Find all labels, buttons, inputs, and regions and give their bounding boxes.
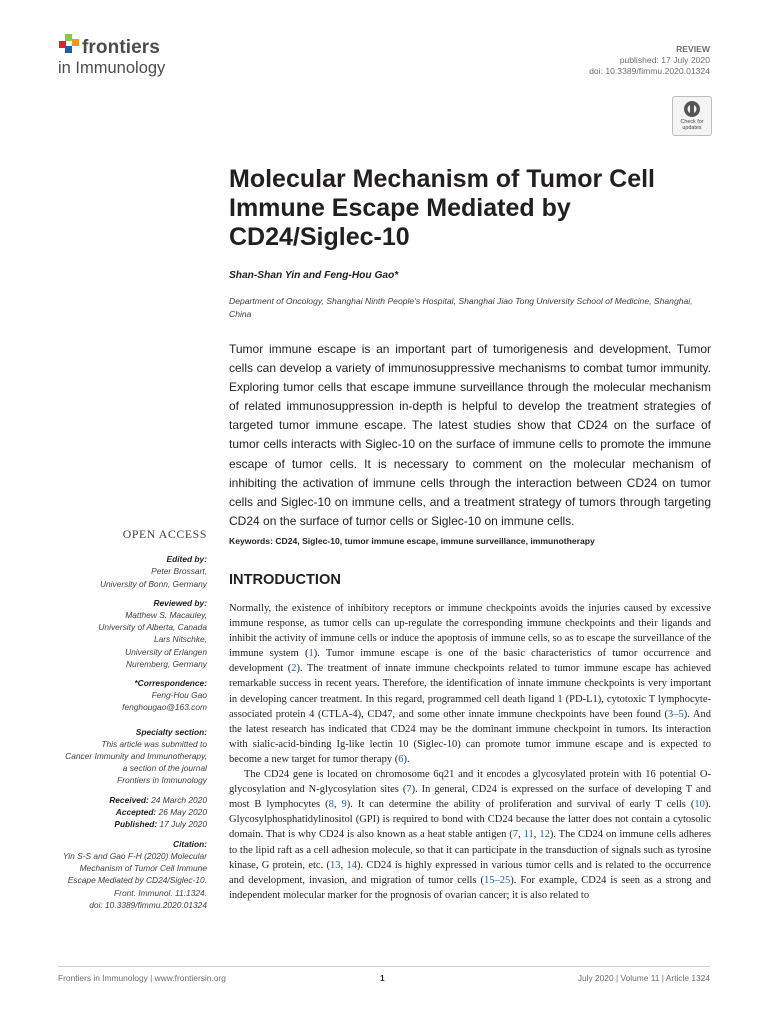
article-title: Molecular Mechanism of Tumor Cell Immune Escape Mediated by CD24/Siglec-10 xyxy=(229,165,656,251)
body-text-segment: ). Tumor immune escape is one of the basic characteristics of tumor occurrence and development ( xyxy=(229,648,711,675)
body-text-segment: ). The treatment of innate immune checkpoints related to tumor immune escape has achieved remarkable success in recent years. Therefore, the identification of innate immune checkpoints is very important in developing cancer treatment. In this regard, programmed cell death ligand 1 (PD-L1), cytotoxic T lymphocyte-associated protein 4 (CTLA-4), CD47, and some other innate immune checkpoints have been found ( xyxy=(229,663,712,720)
footer-divider xyxy=(58,966,710,967)
body-text-segment: ). CD24 is highly expressed in various tumor cells and is related to the occurrence and development, invasion, and migration of tumor cells ( xyxy=(229,859,712,886)
citation-line: Yin S-S and Gao F-H (2020) Molecular xyxy=(62,851,207,862)
body-paragraph xyxy=(229,601,711,767)
received-label: Received: xyxy=(109,794,149,805)
body-text-segment: , xyxy=(533,829,540,841)
open-access-label: OPEN ACCESS xyxy=(122,527,207,541)
body-text-segment: ). And the latest research has indicated that CD24 may be the dominant immune checkpoint in tumors. Its interaction with sialic-acid-binding Ig-like lectin 10 (Siglec-10) can promote tumor immune escape and is expected to become a new target for tumor therapy ( xyxy=(229,708,712,765)
reviewer-name[interactable]: Matthew S. Macauley, xyxy=(125,610,207,621)
body-text-segment: , xyxy=(518,829,524,841)
reference-link[interactable]: 2 xyxy=(291,663,297,675)
reviewer-affiliation: University of Erlangen xyxy=(125,646,207,657)
published-date: published: 17 July 2020 xyxy=(619,55,710,65)
keywords: Keywords: CD24, Siglec-10, tumor immune escape, immune surveillance, immunotherapy xyxy=(229,536,595,546)
footer-journal-url[interactable]: Frontiers in Immunology | www.frontiersin.org xyxy=(58,973,226,983)
body-text-segment: ). xyxy=(403,753,410,765)
body-text-segment: , xyxy=(333,799,342,811)
edited-by-label: Edited by: xyxy=(166,554,207,565)
body-text-segment: ). The CD24 on immune cells adheres to the lipid raft as a cell adhesion molecule, so that it can participate in the transduction of signals such as tyrosine kinase, G protein, etc. ( xyxy=(229,829,711,871)
reference-link[interactable]: 12 xyxy=(539,829,550,841)
logo-word-journal: in Immunology xyxy=(58,59,166,77)
reference-link[interactable]: 14 xyxy=(346,859,357,871)
body-text-segment: ). It can determine the ability of proliferation and survival of early T cells ( xyxy=(346,799,695,811)
article-type: REVIEW xyxy=(676,44,710,54)
frontiers-logo-icon xyxy=(58,34,82,58)
reference-link[interactable]: 9 xyxy=(341,799,347,811)
received-date: 24 March 2020 xyxy=(151,794,207,805)
article-doi[interactable]: doi: 10.3389/fimmu.2020.01324 xyxy=(589,66,710,76)
reference-link[interactable]: 8 xyxy=(328,799,334,811)
reviewer-name[interactable]: Lars Nitschke, xyxy=(153,634,207,645)
citation-doi[interactable]: doi: 10.3389/fimmu.2020.01324 xyxy=(89,899,207,910)
article-sidebar xyxy=(30,528,207,911)
citation-line: Escape Mediated by CD24/Siglec-10. xyxy=(67,875,207,886)
reviewed-by-label: Reviewed by: xyxy=(153,597,207,608)
specialty-line: Cancer Immunity and Immunotherapy, xyxy=(65,751,207,762)
body-text-segment: ). In general, CD24 is expressed on the surface of developing T and most B lymphocytes ( xyxy=(229,784,711,811)
correspondence-label: *Correspondence: xyxy=(134,678,207,689)
check-for-updates-button[interactable] xyxy=(672,96,712,136)
reference-link[interactable]: 7 xyxy=(406,784,412,796)
editor-name[interactable]: Peter Brossart, xyxy=(151,566,207,577)
specialty-line: Frontiers in Immunology xyxy=(117,775,207,786)
journal-logo[interactable] xyxy=(58,34,218,80)
citation-line: Front. Immunol. 11:1324. xyxy=(114,887,207,898)
reference-link[interactable]: 13 xyxy=(330,859,341,871)
citation-label: Citation: xyxy=(173,838,207,849)
reviewer-affiliation: University of Alberta, Canada xyxy=(98,622,207,633)
correspondence-name: Feng-Hou Gao xyxy=(151,690,207,701)
published-label: Published: xyxy=(114,819,158,830)
specialty-line: a section of the journal xyxy=(122,763,207,774)
abstract: Tumor immune escape is an important part of tumorigenesis and development. Tumor cells can develop a variety of immunosuppressive mechanisms to combat tumor immunity. Exploring tumor cells that escape immune surveillance through the molecular mechanism of related immunosuppression in-depth is helpful to develop the treatment strategies of targeted tumor immune escape. The latest studies show that CD24 on the surface of tumor cells interacts with Siglec-10 on the surface of immune cells to promote the immune escape of tumor cells. It is necessary to comment on the molecular mechanism of inhibiting the activation of immune cells through the interaction between CD24 on tumor cells and Siglec-10 on immune cells, and a treatment strategy of tumors through targeting CD24 on the surface of tumor cells or Siglec-10 on immune cells. xyxy=(229,342,711,528)
accepted-date: 26 May 2020 xyxy=(158,807,207,818)
author-affiliation: Department of Oncology, Shanghai Ninth People's Hospital, Shanghai Jiao Tong University School of Medicine, Shanghai, China xyxy=(229,296,693,319)
section-heading-introduction: INTRODUCTION xyxy=(229,572,341,588)
footer-issue-info: July 2020 | Volume 11 | Article 1324 xyxy=(577,973,710,983)
citation-line: Mechanism of Tumor Cell Immune xyxy=(79,863,207,874)
reference-link[interactable]: 6 xyxy=(398,753,404,765)
logo-word-frontiers: frontiers xyxy=(82,37,160,58)
reference-link[interactable]: 3–5 xyxy=(668,708,684,720)
reference-link[interactable]: 15–25 xyxy=(484,874,511,886)
correspondence-email[interactable]: fenghougao@163.com xyxy=(122,702,207,713)
reference-link[interactable]: 1 xyxy=(308,648,314,660)
body-paragraph xyxy=(229,767,711,903)
editor-affiliation: University of Bonn, Germany xyxy=(99,578,207,589)
body-text-segment: Normally, the existence of inhibitory receptors or immune checkpoints avoids the injuries caused by excessive immune response, as tumor cells can up-regulate the corresponding immune checkpoints and their ligands and inhibit the activity of immune cells or induce the apoptosis of immune cells, so as to escape the surveillance of the immune system ( xyxy=(229,603,711,660)
reviewer-affiliation: Nuremberg, Germany xyxy=(126,658,207,669)
body-text-segment: ). For example, CD24 is seen as a strong and independent molecular marker for the prognosis of ovarian cancer; it is also related to xyxy=(229,874,711,901)
body-text-segment: The CD24 gene is located on chromosome 6q21 and it encodes a glycosylated protein with 16 potential O-glycosylation and N-glycosylation sites ( xyxy=(229,769,711,796)
accepted-label: Accepted: xyxy=(115,807,157,818)
specialty-line: This article was submitted to xyxy=(101,738,207,749)
specialty-section-label: Specialty section: xyxy=(135,726,207,737)
reference-link[interactable]: 7 xyxy=(512,829,519,841)
reference-link[interactable]: 11 xyxy=(523,829,534,841)
crossmark-label: Check for updates xyxy=(680,119,704,131)
body-text-segment: , xyxy=(340,859,347,871)
crossmark-icon xyxy=(673,97,711,121)
article-dates xyxy=(30,794,207,831)
body-text-segment: ). Glycosylphosphatidylinositol (GPI) is required to bond with CD24 because the latter does not contain a cytosolic domain. That is why CD24 is also known as a heat stable antigen ( xyxy=(229,799,711,841)
published-date: 17 July 2020 xyxy=(159,819,207,830)
article-authors[interactable]: Shan-Shan Yin and Feng-Hou Gao* xyxy=(229,270,399,281)
page-number: 1 xyxy=(380,973,385,983)
introduction-body xyxy=(229,601,711,903)
article-meta xyxy=(589,44,710,77)
reference-link[interactable]: 10 xyxy=(694,799,705,811)
